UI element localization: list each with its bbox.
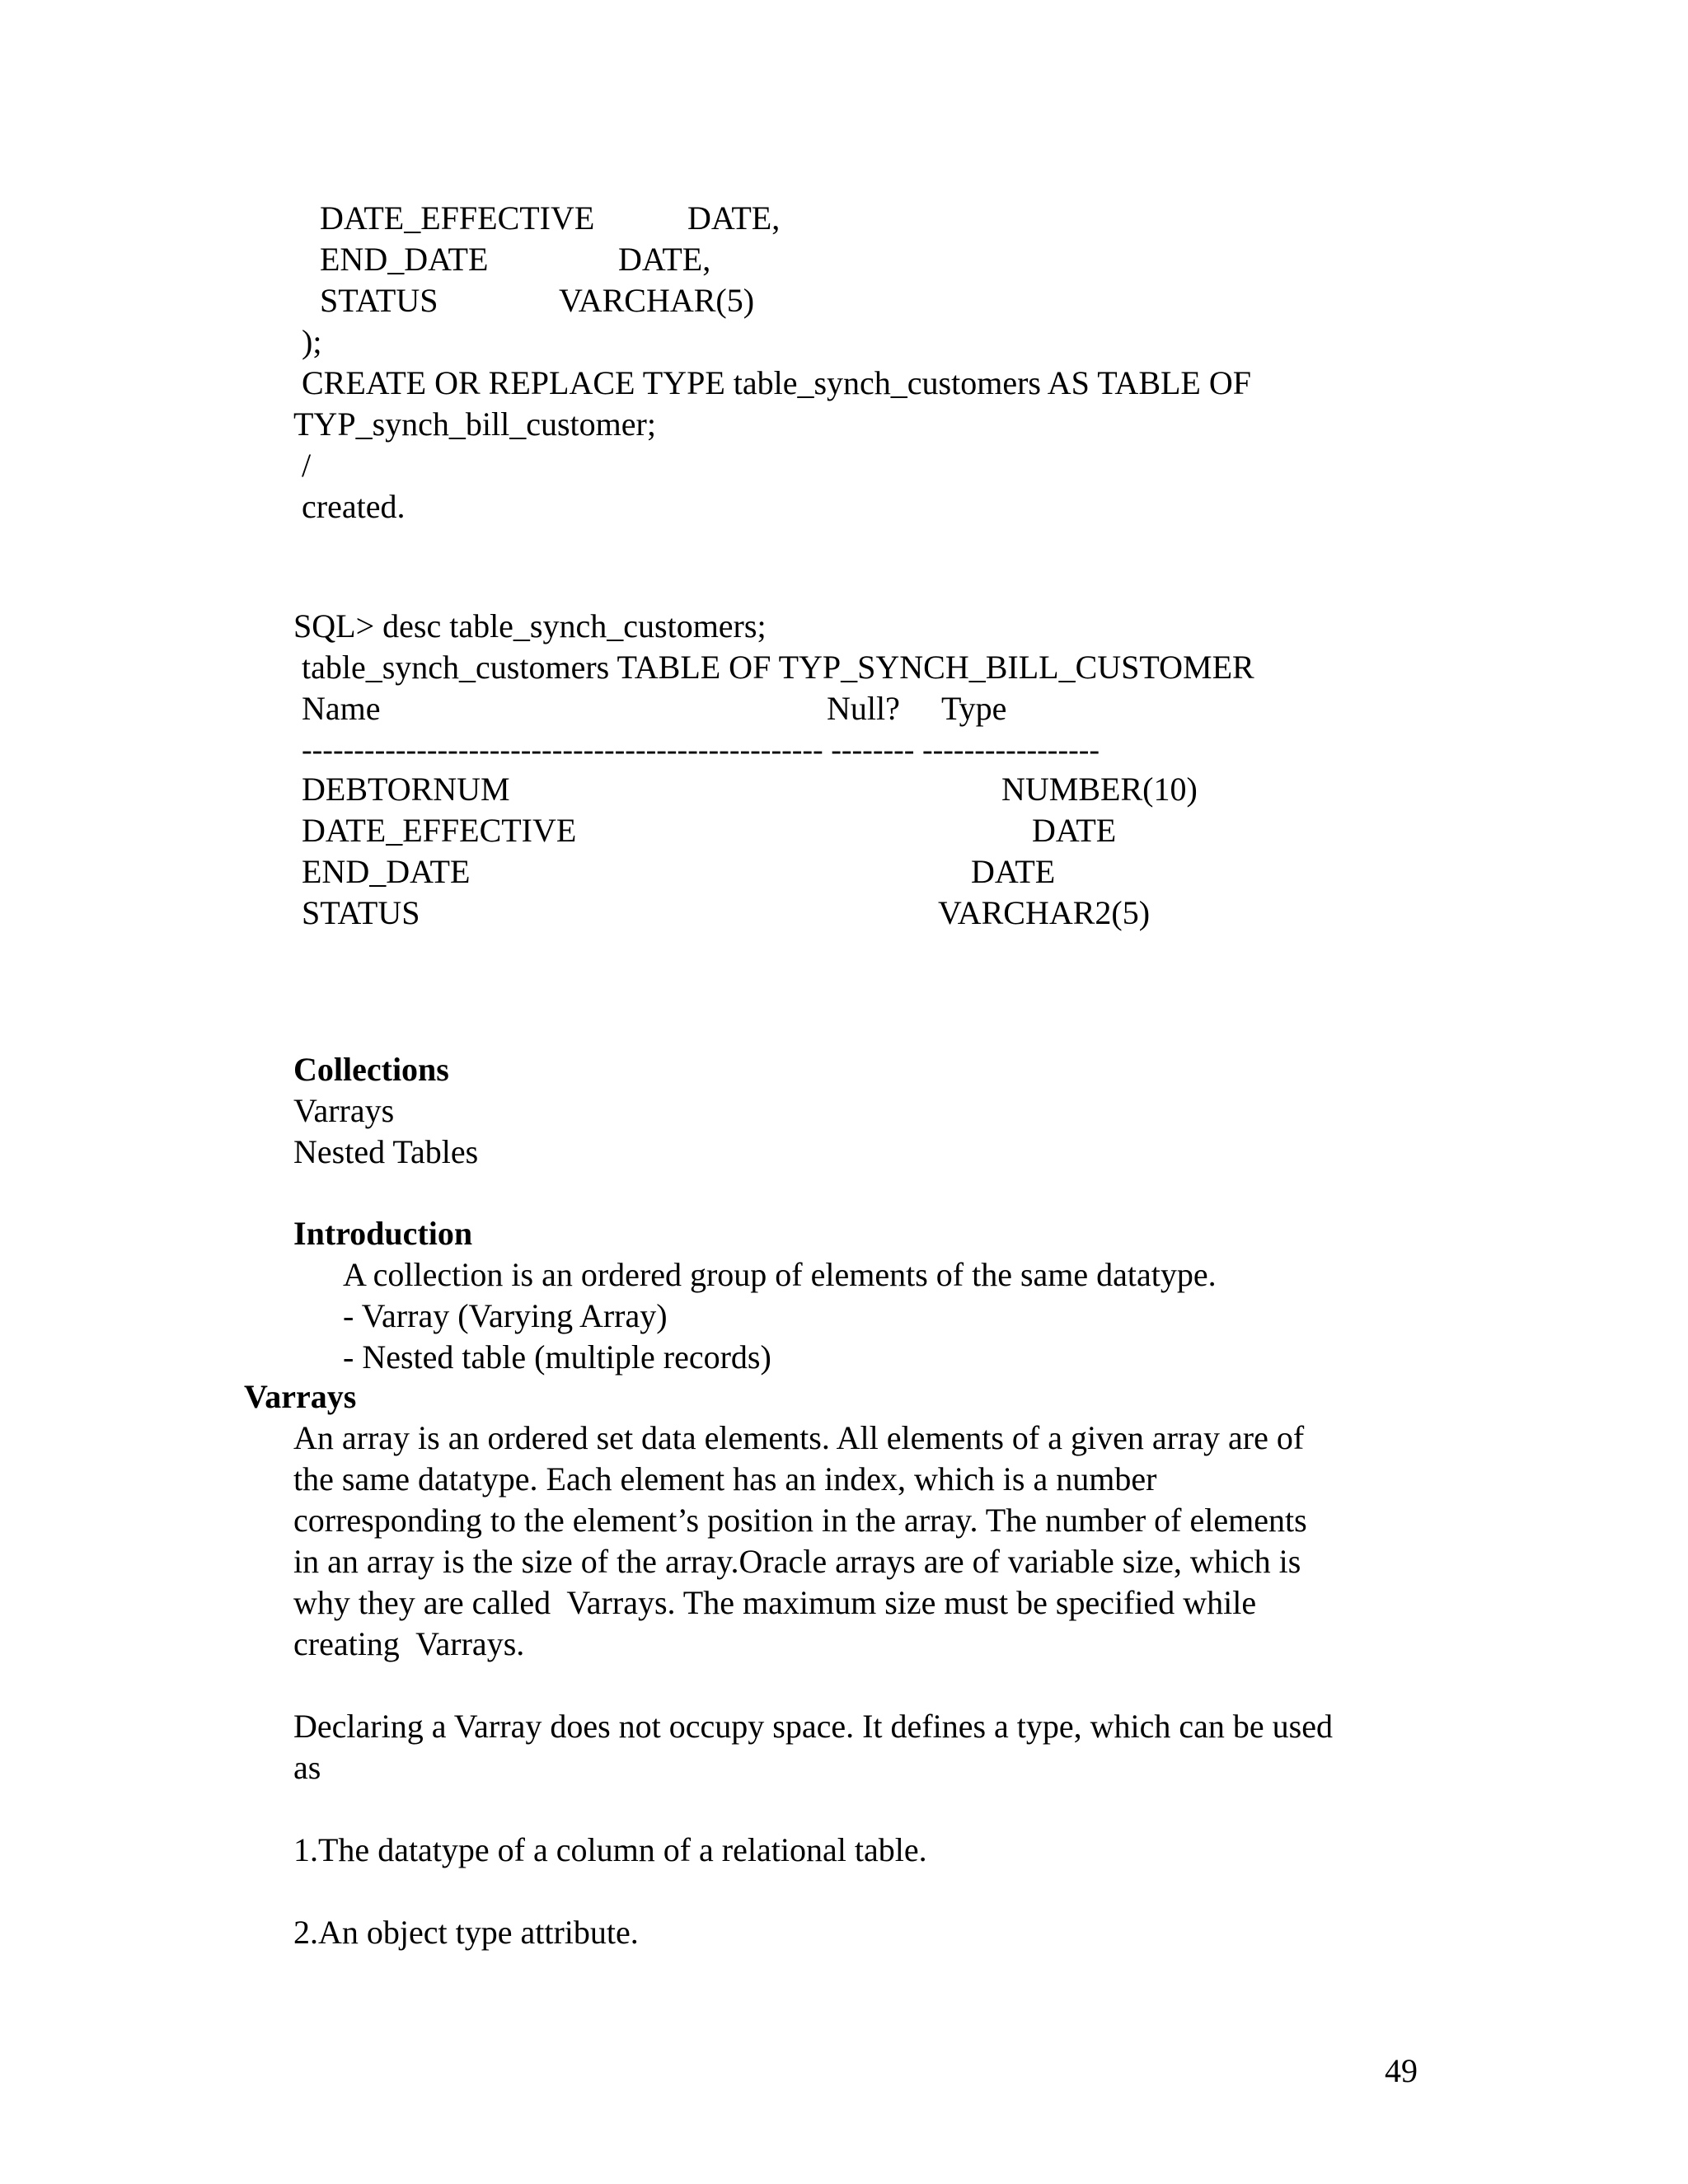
introduction-heading: Introduction bbox=[293, 1215, 473, 1252]
code-line: CREATE OR REPLACE TYPE table_synch_customers AS TABLE OF bbox=[302, 364, 1251, 401]
list-item: 2.An object type attribute. bbox=[293, 1914, 639, 1951]
paragraph-line: corresponding to the element’s position in the array. The number of elements bbox=[293, 1502, 1307, 1539]
introduction-line: A collection is an ordered group of elements of the same datatype. bbox=[343, 1256, 1217, 1293]
paragraph-line: in an array is the size of the array.Oracle arrays are of variable size, which is bbox=[293, 1543, 1301, 1580]
code-line: DATE, bbox=[618, 241, 711, 278]
code-line: STATUS bbox=[320, 282, 438, 319]
introduction-line: - Varray (Varying Array) bbox=[343, 1297, 668, 1334]
paragraph-line: the same datatype. Each element has an index, which is a number bbox=[293, 1460, 1157, 1497]
desc-row-type: DATE bbox=[1032, 812, 1117, 849]
sql-command: SQL> desc table_synch_customers; bbox=[293, 607, 767, 644]
column-header-name: Name bbox=[302, 690, 381, 727]
desc-row-name: DATE_EFFECTIVE bbox=[302, 812, 577, 849]
desc-row-name: STATUS bbox=[302, 894, 420, 931]
column-header-type: Type bbox=[941, 690, 1007, 727]
varrays-heading: Varrays bbox=[244, 1378, 357, 1415]
paragraph-line: An array is an ordered set data elements. All elements of a given array are of bbox=[293, 1419, 1305, 1456]
code-line: DATE_EFFECTIVE bbox=[320, 199, 595, 237]
list-item: 1.The datatype of a column of a relational table. bbox=[293, 1831, 927, 1868]
paragraph-line: why they are called Varrays. The maximum size must be specified while bbox=[293, 1584, 1257, 1621]
desc-row-name: DEBTORNUM bbox=[302, 771, 510, 808]
paragraph-line: creating Varrays. bbox=[293, 1625, 525, 1662]
code-line: created. bbox=[302, 488, 406, 525]
desc-row-type: VARCHAR2(5) bbox=[938, 894, 1151, 931]
page-number: 49 bbox=[1385, 2052, 1418, 2089]
collections-item: Varrays bbox=[293, 1092, 395, 1129]
collections-heading: Collections bbox=[293, 1051, 449, 1088]
code-line: / bbox=[302, 447, 312, 484]
code-line: END_DATE bbox=[320, 241, 489, 278]
paragraph-line: Declaring a Varray does not occupy space. It defines a type, which can be used bbox=[293, 1708, 1333, 1745]
code-line: VARCHAR(5) bbox=[559, 282, 755, 319]
code-line: TYP_synch_bill_customer; bbox=[293, 405, 656, 443]
desc-row-type: NUMBER(10) bbox=[1001, 771, 1198, 808]
desc-row-type: DATE bbox=[971, 853, 1056, 890]
collections-item: Nested Tables bbox=[293, 1133, 479, 1170]
separator-line: -------------------------------------------------- -------- ----------------- bbox=[302, 733, 1100, 767]
code-line: ); bbox=[302, 323, 322, 360]
type-line: table_synch_customers TABLE OF TYP_SYNCH_BILL_CUSTOMER bbox=[302, 649, 1254, 686]
code-line: DATE, bbox=[687, 199, 781, 237]
paragraph-line: as bbox=[293, 1749, 321, 1786]
introduction-line: - Nested table (multiple records) bbox=[343, 1338, 771, 1376]
column-header-null: Null? bbox=[827, 690, 900, 727]
desc-row-name: END_DATE bbox=[302, 853, 471, 890]
